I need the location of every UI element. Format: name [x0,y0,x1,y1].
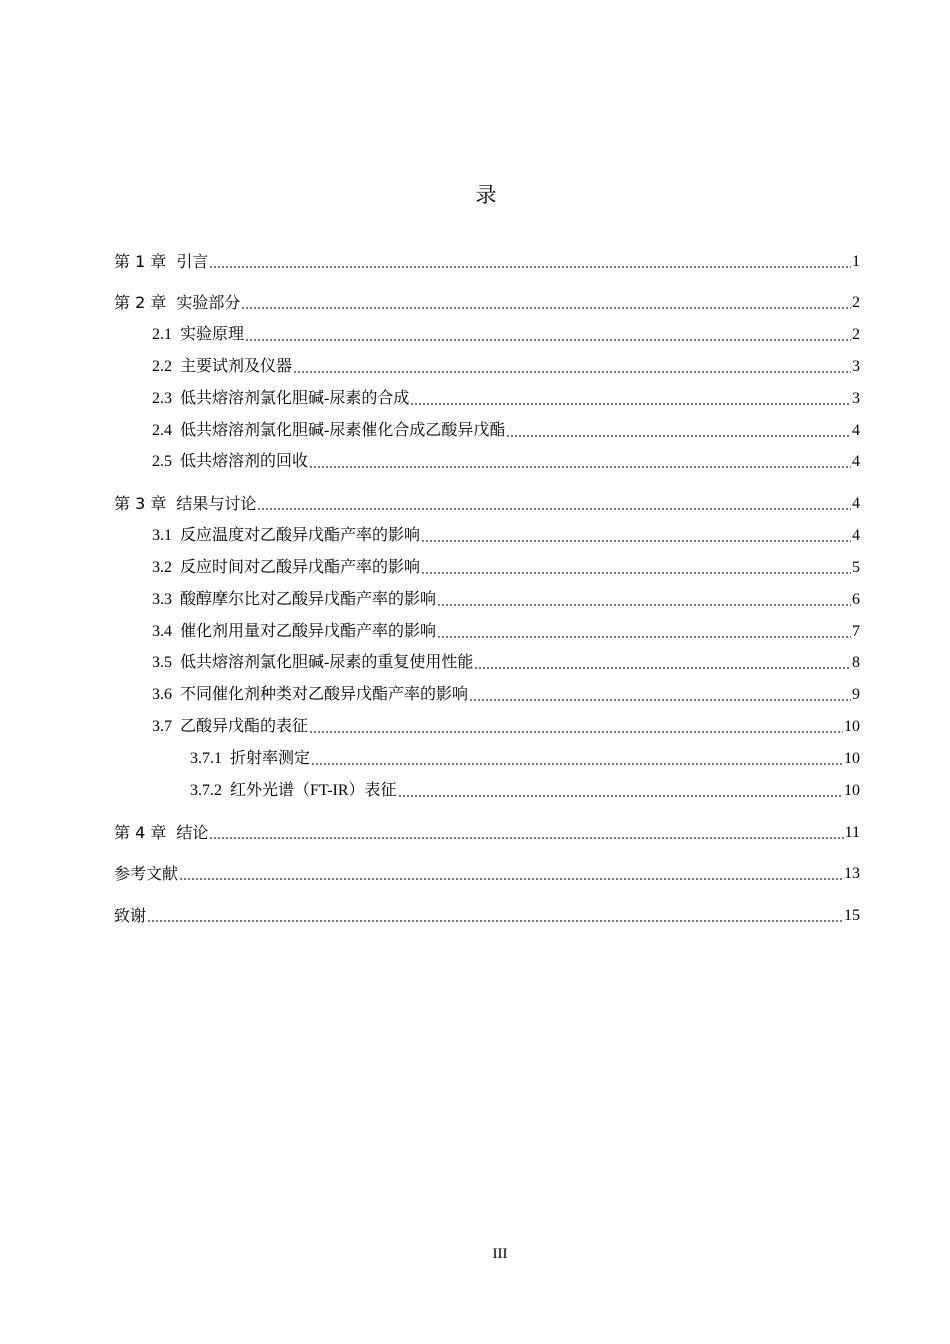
dot-leader [179,878,843,880]
toc-entry-title: 低共熔溶剂氯化胆碱-尿素的重复使用性能 [180,654,474,671]
toc-entry-title: 结果与讨论 [176,494,257,513]
dot-leader [293,371,851,373]
toc-entry-2-1[interactable] [152,321,860,345]
toc-entry-2-5[interactable] [152,448,860,472]
toc-entry-3-7-1[interactable] [190,745,860,769]
toc-entry-3-3[interactable] [152,586,860,610]
toc-entry-page: 6 [852,591,860,608]
toc-entry-page: 4 [852,422,860,439]
toc-entry-page: 15 [844,907,860,924]
toc-entry-number: 2.3 [152,390,172,407]
toc-entry-number: 2.1 [152,326,172,343]
toc-entry-number: 2.5 [152,453,172,470]
toc-entry-number: 3.4 [152,623,172,640]
toc-entry-acknowledgements[interactable] [114,902,860,926]
toc-entry-page: 1 [852,253,860,270]
toc-entry-number: 2.2 [152,358,172,375]
toc-entry-title: 低共熔溶剂的回收 [180,453,309,470]
dot-leader [245,339,851,341]
dot-leader [209,266,851,268]
toc-entry-title: 结论 [176,823,209,842]
toc-entry-title: 实验部分 [176,293,241,312]
toc-entry-number: 3.2 [152,559,172,576]
toc-entry-number: 3.5 [152,654,172,671]
toc-entry-chapter-4[interactable] [114,819,860,843]
toc-entry-2-4[interactable] [152,417,860,441]
toc-entry-2-2[interactable] [152,353,860,377]
toc-entry-number: 第 4 章 [114,823,167,842]
dot-leader [410,403,851,405]
toc-entry-page: 3 [852,390,860,407]
toc-entry-title: 实验原理 [180,326,245,343]
toc-entry-references[interactable] [114,860,860,884]
toc-entry-page: 11 [844,824,860,841]
toc-entry-chapter-1[interactable] [114,248,860,272]
toc-entry-title: 反应时间对乙酸异戊酯产率的影响 [180,559,421,576]
dot-leader [309,466,851,468]
toc-entry-3-4[interactable] [152,618,860,642]
toc-entry-title: 反应温度对乙酸异戊酯产率的影响 [180,527,421,544]
dot-leader [257,508,851,510]
toc-entry-title: 酸醇摩尔比对乙酸异戊酯产率的影响 [180,591,437,608]
toc-entry-page: 4 [852,453,860,470]
toc-entry-page: 9 [852,686,860,703]
dot-leader [421,540,851,542]
toc-entry-number: 3.7.1 [190,750,222,767]
dot-leader [421,572,851,574]
toc-entry-page: 4 [852,495,860,512]
toc-entry-number: 第 2 章 [114,293,167,312]
toc-entry-chapter-3[interactable] [114,490,860,514]
toc-entry-number: 第 1 章 [114,252,167,271]
toc-entry-3-2[interactable] [152,554,860,578]
dot-leader [311,763,843,765]
dot-leader [437,636,851,638]
page-title: 录 [475,183,497,207]
page-number: III [492,1246,508,1262]
dot-leader [398,795,843,797]
toc-entry-title: 不同催化剂种类对乙酸异戊酯产率的影响 [180,686,469,703]
toc-entry-page: 13 [844,865,860,882]
toc-entry-title: 红外光谱（FT-IR）表征 [230,782,397,799]
dot-leader [241,307,851,309]
toc-entry-3-6[interactable] [152,681,860,705]
toc-entry-3-1[interactable] [152,522,860,546]
toc-entry-number: 3.7 [152,718,172,735]
toc-entry-page: 10 [844,718,860,735]
toc-entry-3-7[interactable] [152,713,860,737]
dot-leader [309,731,843,733]
toc-entry-title: 主要试剂及仪器 [180,358,293,375]
toc-entry-2-3[interactable] [152,385,860,409]
toc-entry-title: 折射率测定 [230,750,311,767]
toc-entry-number: 3.6 [152,686,172,703]
toc-entry-3-7-2[interactable] [190,777,860,801]
toc-entry-number: 2.4 [152,422,172,439]
toc-entry-title: 致谢 [114,906,147,925]
toc-entry-page: 2 [852,326,860,343]
toc-entry-title: 低共熔溶剂氯化胆碱-尿素的合成 [180,390,410,407]
dot-leader [469,699,851,701]
toc-entry-number: 3.1 [152,527,172,544]
toc-entry-number: 第 3 章 [114,494,167,513]
toc-entry-page: 2 [852,294,860,311]
toc-entry-page: 5 [852,559,860,576]
toc-entry-number: 3.3 [152,591,172,608]
toc-entry-3-5[interactable] [152,649,860,673]
toc-entry-title: 参考文献 [114,864,179,883]
toc-entry-number: 3.7.2 [190,782,222,799]
toc-entry-page: 7 [852,623,860,640]
toc-entry-page: 8 [852,654,860,671]
toc-entry-page: 4 [852,527,860,544]
toc-entry-title: 催化剂用量对乙酸异戊酯产率的影响 [180,623,437,640]
toc-entry-title: 低共熔溶剂氯化胆碱-尿素催化合成乙酸异戊酯 [180,422,506,439]
toc-entry-title: 乙酸异戊酯的表征 [180,718,309,735]
toc-entry-title: 引言 [176,252,209,271]
toc-entry-chapter-2[interactable] [114,289,860,313]
toc-entry-page: 3 [852,358,860,375]
toc-entry-page: 10 [844,750,860,767]
toc-entry-page: 10 [844,782,860,799]
dot-leader [437,604,851,606]
dot-leader [474,667,851,669]
dot-leader [147,920,843,922]
dot-leader [209,837,843,839]
dot-leader [506,435,851,437]
